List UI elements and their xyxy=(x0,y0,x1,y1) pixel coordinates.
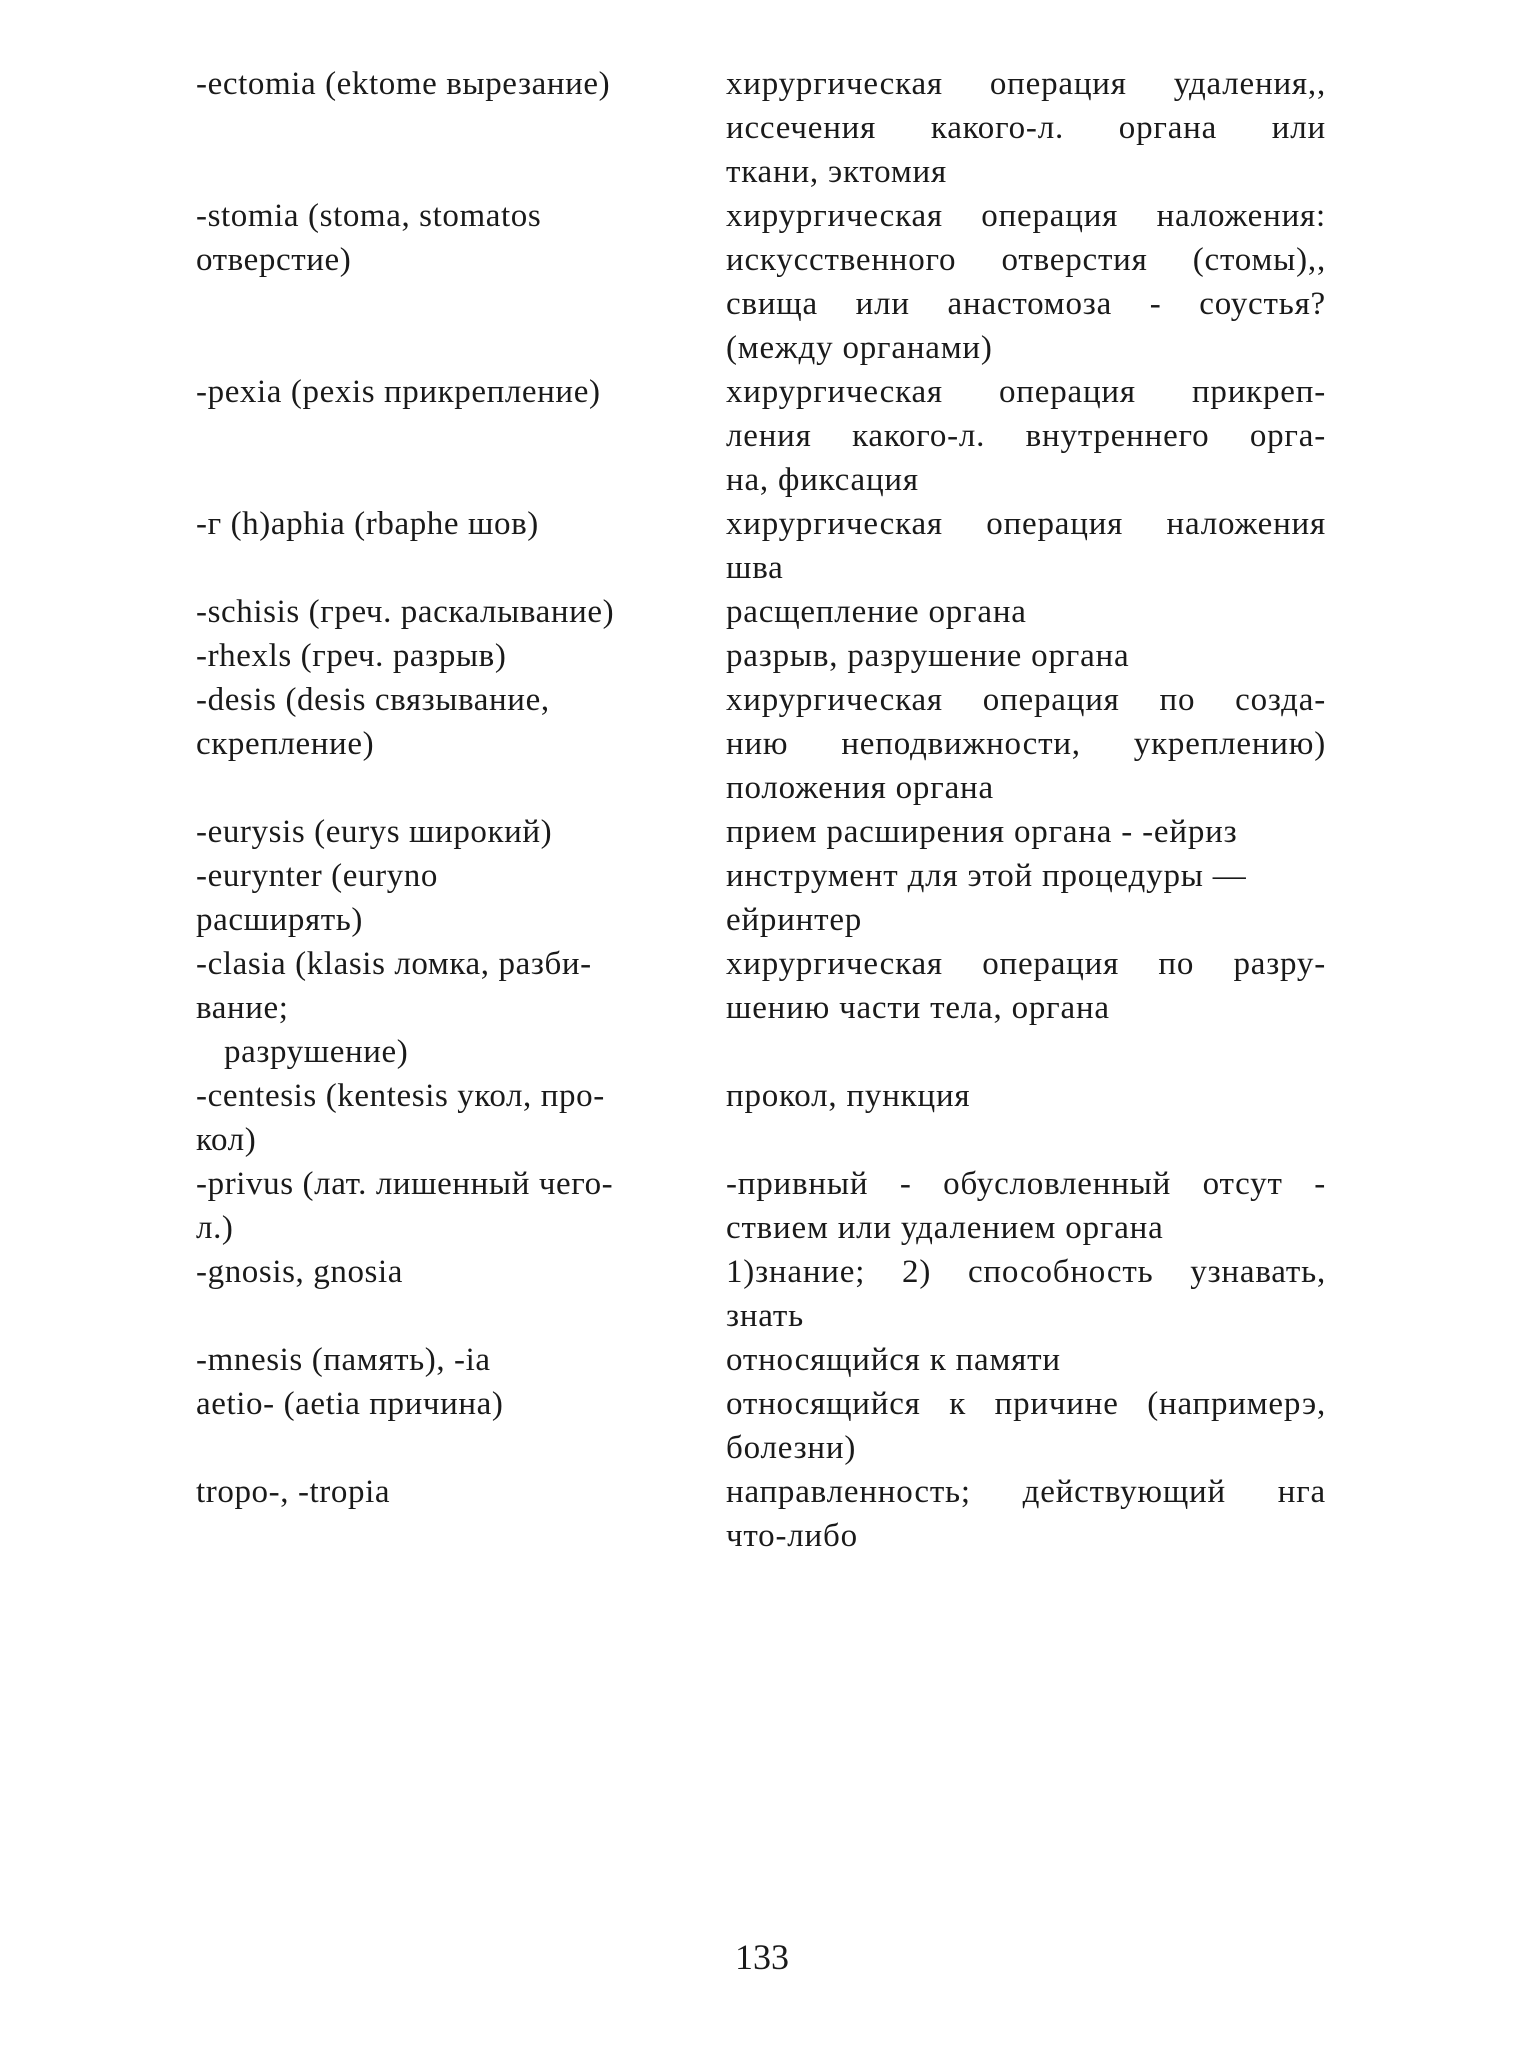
definition-line: прием расширения органа - -ейриз xyxy=(726,814,1238,850)
term-line: aetio- (aetia причина) xyxy=(196,1386,504,1422)
definition-line: болезни) xyxy=(726,1430,857,1466)
definition-line: на, фиксация xyxy=(726,462,919,498)
entry-term xyxy=(196,370,726,414)
definition-line: направленность; действующий нга xyxy=(726,1474,1326,1510)
term-line: -eurysis (eurys широкий) xyxy=(196,814,553,850)
page-number: 133 xyxy=(735,1937,789,1977)
definition-line: хирургическая операция по созда- xyxy=(726,682,1326,718)
term-line: -mnesis (память), -ia xyxy=(196,1342,491,1378)
entry-term xyxy=(196,1382,726,1426)
entry-term xyxy=(196,854,726,942)
glossary-entry xyxy=(196,810,1326,854)
entry-definition xyxy=(726,854,1326,942)
term-line: -centesis (kentesis укол, про- xyxy=(196,1078,605,1114)
entry-definition xyxy=(726,678,1326,810)
glossary-entry xyxy=(196,1470,1326,1558)
definition-line: положения органа xyxy=(726,770,994,806)
term-line: -г (h)aphia (rbaphe шов) xyxy=(196,506,539,542)
glossary-entry xyxy=(196,62,1326,194)
definition-line: ствием или удалением органа xyxy=(726,1210,1164,1246)
definition-line: относящийся к памяти xyxy=(726,1342,1061,1378)
term-line: -rhexls (греч. разрыв) xyxy=(196,638,507,674)
entry-definition xyxy=(726,810,1326,854)
glossary-entry xyxy=(196,1074,1326,1162)
definition-line: относящийся к причине (напримерэ, xyxy=(726,1386,1326,1422)
term-line: -clasia (klasis ломка, разби- xyxy=(196,946,592,982)
glossary-entry xyxy=(196,1382,1326,1470)
glossary-entry xyxy=(196,854,1326,942)
definition-line: свища или анастомоза - соустья? xyxy=(726,286,1326,322)
entry-definition xyxy=(726,1382,1326,1470)
definition-line: -привный - обусловленный отсут - xyxy=(726,1166,1326,1202)
term-line: расширять) xyxy=(196,902,364,938)
term-line: -gnosis, gnosia xyxy=(196,1254,403,1290)
term-line: -eurynter (euryno xyxy=(196,858,439,894)
term-line: -pexia (pexis прикрепление) xyxy=(196,374,601,410)
definition-line: (между органами) xyxy=(726,330,993,366)
definition-line: хирургическая операция по разру- xyxy=(726,946,1326,982)
term-line: -stomia (stoma, stomatos xyxy=(196,198,542,234)
entry-term xyxy=(196,502,726,546)
definition-line: знать xyxy=(726,1298,804,1334)
term-line: кол) xyxy=(196,1122,257,1158)
glossary-entry xyxy=(196,634,1326,678)
definition-line: хирургическая операция наложения xyxy=(726,506,1326,542)
entry-definition xyxy=(726,942,1326,1030)
glossary-entry xyxy=(196,1162,1326,1250)
entry-definition xyxy=(726,370,1326,502)
entry-term xyxy=(196,590,726,634)
glossary-entry xyxy=(196,942,1326,1074)
definition-line: хирургическая операция удаления,, xyxy=(726,66,1326,102)
glossary-entry xyxy=(196,502,1326,590)
definition-line: расщепление органа xyxy=(726,594,1027,630)
entry-definition xyxy=(726,1250,1326,1338)
glossary-entry xyxy=(196,1250,1326,1338)
entry-definition xyxy=(726,1470,1326,1558)
term-line: -desis (desis связывание, xyxy=(196,682,550,718)
entry-term xyxy=(196,634,726,678)
glossary-table xyxy=(196,62,1326,1558)
entry-term xyxy=(196,810,726,854)
entry-definition xyxy=(726,634,1326,678)
entry-definition xyxy=(726,194,1326,370)
entry-term xyxy=(196,62,726,106)
glossary-entry xyxy=(196,678,1326,810)
definition-line: шению части тела, органа xyxy=(726,990,1110,1026)
entry-definition xyxy=(726,62,1326,194)
entry-term xyxy=(196,1162,726,1250)
definition-line: искусственного отверстия (стомы),, xyxy=(726,242,1326,278)
entry-definition xyxy=(726,1162,1326,1250)
term-line: -ectomia (ektome вырезание) xyxy=(196,66,611,102)
entry-term xyxy=(196,678,726,766)
glossary-entry xyxy=(196,590,1326,634)
definition-line: ткани, эктомия xyxy=(726,154,947,190)
entry-term xyxy=(196,942,726,1074)
definition-line: ейринтер xyxy=(726,902,863,938)
definition-line: иссечения какого-л. органа или xyxy=(726,110,1326,146)
term-line: -schisis (греч. раскалывание) xyxy=(196,594,615,630)
term-line: tropo-, -tropia xyxy=(196,1474,391,1510)
definition-line: прокол, пункция xyxy=(726,1078,971,1114)
term-line: разрушение) xyxy=(224,1034,409,1070)
definition-line: хирургическая операция наложения: xyxy=(726,198,1326,234)
term-line: л.) xyxy=(196,1210,234,1246)
definition-line: хирургическая операция прикреп- xyxy=(726,374,1326,410)
definition-line: разрыв, разрушение органа xyxy=(726,638,1130,674)
term-line: отверстие) xyxy=(196,242,352,278)
entry-term xyxy=(196,1338,726,1382)
entry-term xyxy=(196,1470,726,1514)
definition-line: инструмент для этой процедуры — xyxy=(726,858,1247,894)
definition-line: нию неподвижности, укреплению) xyxy=(726,726,1326,762)
entry-term xyxy=(196,194,726,282)
definition-line: что-либо xyxy=(726,1518,858,1554)
entry-definition xyxy=(726,502,1326,590)
term-line: вание; xyxy=(196,990,289,1026)
term-line: -privus (лат. лишенный чего- xyxy=(196,1166,614,1202)
entry-term xyxy=(196,1250,726,1294)
glossary-entry xyxy=(196,1338,1326,1382)
entry-term xyxy=(196,1074,726,1162)
definition-line: 1)знание; 2) способность узнавать, xyxy=(726,1254,1326,1290)
entry-definition xyxy=(726,1074,1326,1118)
glossary-entry xyxy=(196,194,1326,370)
entry-definition xyxy=(726,590,1326,634)
definition-line: ления какого-л. внутреннего орга- xyxy=(726,418,1326,454)
glossary-entry xyxy=(196,370,1326,502)
term-line: скрепление) xyxy=(196,726,375,762)
entry-definition xyxy=(726,1338,1326,1382)
definition-line: шва xyxy=(726,550,784,586)
